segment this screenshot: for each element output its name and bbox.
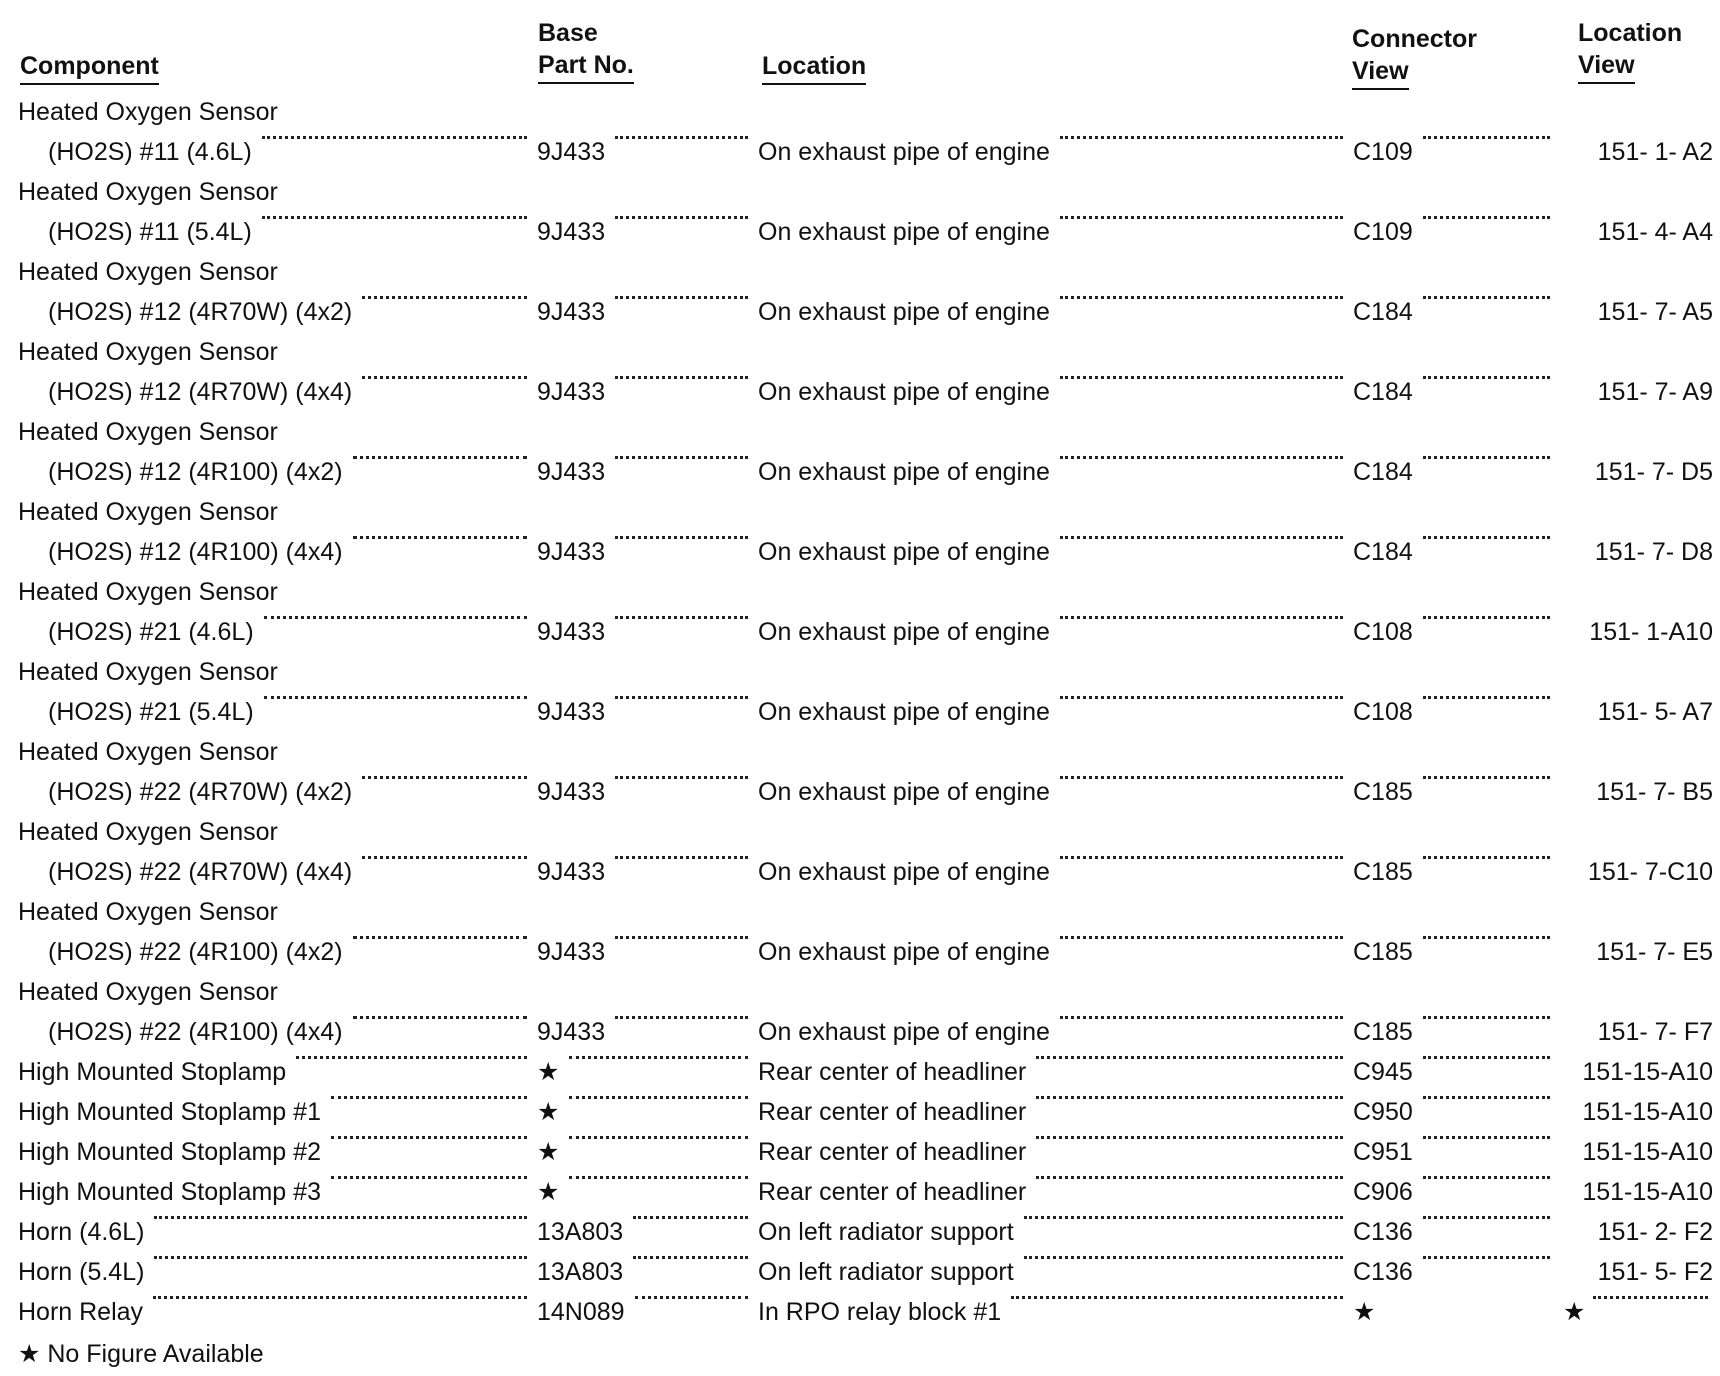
dot-leader (615, 1016, 748, 1019)
dot-leader (1060, 536, 1343, 539)
dot-leader (615, 616, 748, 619)
dot-leader (154, 1256, 527, 1259)
component-cell: (HO2S) #22 (4R100) (4x2) (48, 938, 343, 966)
component-title: Heated Oxygen Sensor (18, 98, 278, 126)
component-cell: High Mounted Stoplamp #2 (18, 1138, 321, 1166)
base-part-no-cell: 9J433 (537, 298, 606, 326)
table-row-title (0, 972, 1720, 1012)
location-view-cell: 151- 5- F2 (1597, 1258, 1713, 1286)
base-part-no-cell: ★ (537, 1138, 560, 1166)
dot-leader (1423, 296, 1550, 299)
location-cell: On left radiator support (758, 1258, 1014, 1286)
table-body (0, 92, 1720, 1332)
location-cell: On exhaust pipe of engine (758, 138, 1050, 166)
table-row-title (0, 332, 1720, 372)
component-title: Heated Oxygen Sensor (18, 178, 278, 206)
base-part-no-cell: ★ (537, 1178, 560, 1206)
dot-leader (633, 1216, 748, 1219)
dot-leader (1060, 776, 1343, 779)
component-title: Heated Oxygen Sensor (18, 818, 278, 846)
location-cell: On exhaust pipe of engine (758, 538, 1050, 566)
dot-leader (1036, 1136, 1343, 1139)
connector-view-cell: C184 (1353, 298, 1413, 326)
connector-view-cell: C108 (1353, 698, 1413, 726)
table-row (0, 292, 1720, 332)
dot-leader (1060, 376, 1343, 379)
table-row (0, 1212, 1720, 1252)
dot-leader (331, 1176, 527, 1179)
connector-view-cell: C136 (1353, 1218, 1413, 1246)
component-title: Heated Oxygen Sensor (18, 258, 278, 286)
connector-view-cell: C184 (1353, 458, 1413, 486)
component-cell: High Mounted Stoplamp #1 (18, 1098, 321, 1126)
location-view-cell: 151-15-A10 (1582, 1138, 1713, 1166)
dot-leader (1024, 1216, 1343, 1219)
base-part-no-cell: 9J433 (537, 938, 606, 966)
dot-leader (154, 1216, 527, 1219)
component-cell: (HO2S) #21 (4.6L) (48, 618, 254, 646)
dot-leader (1036, 1096, 1343, 1099)
dot-leader (262, 136, 527, 139)
dot-leader (264, 696, 527, 699)
component-cell: (HO2S) #22 (4R70W) (4x4) (48, 858, 353, 886)
dot-leader (1423, 1016, 1550, 1019)
connector-view-cell: C109 (1353, 218, 1413, 246)
dot-leader (353, 456, 527, 459)
location-view-cell: 151- 7-C10 (1587, 858, 1713, 886)
location-view-cell: 151-15-A10 (1582, 1098, 1713, 1126)
dot-leader (362, 776, 527, 779)
component-cell: Horn (5.4L) (18, 1258, 145, 1286)
dot-leader (615, 296, 748, 299)
location-view-cell: 151-15-A10 (1582, 1178, 1713, 1206)
base-part-no-cell: 13A803 (537, 1258, 624, 1286)
base-part-no-cell: 14N089 (537, 1298, 625, 1326)
footnote: ★ No Figure Available (18, 1340, 264, 1368)
location-view-cell: 151- 1-A10 (1589, 618, 1713, 646)
component-title: Heated Oxygen Sensor (18, 498, 278, 526)
base-part-no-cell: 9J433 (537, 538, 606, 566)
dot-leader (615, 856, 748, 859)
base-part-no-cell: 9J433 (537, 618, 606, 646)
location-cell: On exhaust pipe of engine (758, 1018, 1050, 1046)
dot-leader (1060, 296, 1343, 299)
location-view-cell: 151- 7- E5 (1596, 938, 1713, 966)
component-title: Heated Oxygen Sensor (18, 578, 278, 606)
dot-leader (353, 1016, 527, 1019)
component-cell: (HO2S) #12 (4R100) (4x4) (48, 538, 343, 566)
component-title: Heated Oxygen Sensor (18, 898, 278, 926)
location-cell: In RPO relay block #1 (758, 1298, 1002, 1326)
base-part-no-cell: 9J433 (537, 218, 606, 246)
dot-leader (262, 216, 527, 219)
base-part-no-cell: ★ (537, 1058, 560, 1086)
connector-view-cell: C184 (1353, 538, 1413, 566)
table-row-title (0, 252, 1720, 292)
table-row (0, 1172, 1720, 1212)
dot-leader (1423, 456, 1550, 459)
dot-leader (569, 1096, 748, 1099)
component-cell: (HO2S) #12 (4R100) (4x2) (48, 458, 343, 486)
dot-leader (362, 376, 527, 379)
base-part-no-cell: 9J433 (537, 1018, 606, 1046)
dot-leader (635, 1296, 748, 1299)
dot-leader (1060, 616, 1343, 619)
component-cell: (HO2S) #11 (5.4L) (48, 218, 252, 246)
location-cell: Rear center of headliner (758, 1098, 1027, 1126)
base-part-no-cell: 9J433 (537, 698, 606, 726)
component-cell: High Mounted Stoplamp #3 (18, 1178, 321, 1206)
dot-leader (353, 936, 527, 939)
dot-leader (1060, 456, 1343, 459)
component-cell: High Mounted Stoplamp (18, 1058, 287, 1086)
connector-view-cell: C185 (1353, 1018, 1413, 1046)
dot-leader (1060, 856, 1343, 859)
dot-leader (1423, 856, 1550, 859)
dot-leader (1423, 1176, 1550, 1179)
header-location-view: Location View (1578, 17, 1682, 84)
location-cell: On exhaust pipe of engine (758, 778, 1050, 806)
connector-view-cell: C108 (1353, 618, 1413, 646)
table-row (0, 212, 1720, 252)
base-part-no-cell: 9J433 (537, 138, 606, 166)
table-row (0, 852, 1720, 892)
table-row-title (0, 572, 1720, 612)
dot-leader (1423, 536, 1550, 539)
connector-view-cell: C136 (1353, 1258, 1413, 1286)
dot-leader (1060, 216, 1343, 219)
table-row-title (0, 892, 1720, 932)
dot-leader (1060, 696, 1343, 699)
table-row-title (0, 492, 1720, 532)
connector-view-cell: ★ (1353, 1298, 1376, 1326)
dot-leader (1423, 616, 1550, 619)
dot-leader (569, 1056, 748, 1059)
connector-view-cell: C185 (1353, 938, 1413, 966)
location-view-cell: 151- 7- F7 (1597, 1018, 1713, 1046)
dot-leader (569, 1136, 748, 1139)
component-cell: (HO2S) #22 (4R100) (4x4) (48, 1018, 343, 1046)
base-part-no-cell: 9J433 (537, 458, 606, 486)
component-cell: (HO2S) #21 (5.4L) (48, 698, 254, 726)
table-row-title (0, 92, 1720, 132)
dot-leader (1060, 136, 1343, 139)
location-view-cell: 151- 5- A7 (1597, 698, 1713, 726)
table-row (0, 532, 1720, 572)
location-cell: On exhaust pipe of engine (758, 618, 1050, 646)
dot-leader (615, 696, 748, 699)
header-connector-view: Connector View (1352, 23, 1477, 90)
dot-leader (1060, 1016, 1343, 1019)
location-view-cell: 151- 1- A2 (1597, 138, 1713, 166)
dot-leader (1024, 1256, 1343, 1259)
dot-leader (1423, 1256, 1550, 1259)
location-view-cell: 151- 7- A9 (1597, 378, 1713, 406)
component-title: Heated Oxygen Sensor (18, 978, 278, 1006)
dot-leader (615, 456, 748, 459)
location-cell: On exhaust pipe of engine (758, 858, 1050, 886)
location-cell: On left radiator support (758, 1218, 1014, 1246)
location-view-cell: 151- 2- F2 (1597, 1218, 1713, 1246)
dot-leader (1423, 376, 1550, 379)
dot-leader (615, 376, 748, 379)
location-view-cell: 151- 4- A4 (1597, 218, 1713, 246)
table-row-title (0, 812, 1720, 852)
dot-leader (153, 1296, 527, 1299)
table-row (0, 132, 1720, 172)
table-row (0, 1292, 1720, 1332)
location-cell: On exhaust pipe of engine (758, 698, 1050, 726)
location-view-cell: 151- 7- A5 (1597, 298, 1713, 326)
dot-leader (615, 776, 748, 779)
header-component: Component (20, 50, 159, 85)
dot-leader (1011, 1296, 1343, 1299)
dot-leader (569, 1176, 748, 1179)
component-title: Heated Oxygen Sensor (18, 338, 278, 366)
location-cell: On exhaust pipe of engine (758, 378, 1050, 406)
base-part-no-cell: 9J433 (537, 858, 606, 886)
dot-leader (1423, 776, 1550, 779)
connector-view-cell: C109 (1353, 138, 1413, 166)
connector-view-cell: C185 (1353, 858, 1413, 886)
dot-leader (1423, 1056, 1550, 1059)
location-cell: On exhaust pipe of engine (758, 298, 1050, 326)
base-part-no-cell: 9J433 (537, 378, 606, 406)
connector-view-cell: C906 (1353, 1178, 1413, 1206)
location-cell: Rear center of headliner (758, 1138, 1027, 1166)
header-location: Location (762, 50, 866, 85)
dot-leader (1036, 1056, 1343, 1059)
location-cell: On exhaust pipe of engine (758, 218, 1050, 246)
location-cell: Rear center of headliner (758, 1058, 1027, 1086)
dot-leader (1060, 936, 1343, 939)
dot-leader (331, 1136, 527, 1139)
connector-view-cell: C185 (1353, 778, 1413, 806)
dot-leader (633, 1256, 748, 1259)
connector-view-cell: C184 (1353, 378, 1413, 406)
dot-leader (1423, 1096, 1550, 1099)
component-cell: Horn Relay (18, 1298, 144, 1326)
component-cell: Horn (4.6L) (18, 1218, 145, 1246)
table-row (0, 1092, 1720, 1132)
location-cell: Rear center of headliner (758, 1178, 1027, 1206)
dot-leader (615, 936, 748, 939)
dot-leader (1423, 936, 1550, 939)
table-row (0, 772, 1720, 812)
dot-leader (615, 136, 748, 139)
dot-leader (615, 216, 748, 219)
dot-leader (264, 616, 527, 619)
table-row (0, 452, 1720, 492)
table-row (0, 372, 1720, 412)
table-row (0, 1132, 1720, 1172)
component-title: Heated Oxygen Sensor (18, 738, 278, 766)
table-row (0, 1012, 1720, 1052)
base-part-no-cell: 9J433 (537, 778, 606, 806)
connector-view-cell: C945 (1353, 1058, 1413, 1086)
dot-leader (1423, 136, 1550, 139)
header-base-part-no: Base Part No. (538, 17, 634, 84)
location-view-cell: 151- 7- D5 (1594, 458, 1713, 486)
table-row (0, 692, 1720, 732)
table-row (0, 932, 1720, 972)
table-row-title (0, 412, 1720, 452)
dot-leader (362, 296, 527, 299)
base-part-no-cell: 13A803 (537, 1218, 624, 1246)
dot-leader (1423, 1136, 1550, 1139)
table-row (0, 612, 1720, 652)
component-title: Heated Oxygen Sensor (18, 418, 278, 446)
table-row (0, 1252, 1720, 1292)
component-cell: (HO2S) #11 (4.6L) (48, 138, 252, 166)
dot-leader (353, 536, 527, 539)
dot-leader (362, 856, 527, 859)
connector-view-cell: C950 (1353, 1098, 1413, 1126)
table-row (0, 1052, 1720, 1092)
base-part-no-cell: ★ (537, 1098, 560, 1126)
component-cell: (HO2S) #12 (4R70W) (4x4) (48, 378, 353, 406)
location-view-cell: 151- 7- B5 (1596, 778, 1713, 806)
dot-leader (1036, 1176, 1343, 1179)
connector-view-cell: C951 (1353, 1138, 1413, 1166)
location-cell: On exhaust pipe of engine (758, 938, 1050, 966)
location-view-cell: 151- 7- D8 (1594, 538, 1713, 566)
component-cell: (HO2S) #22 (4R70W) (4x2) (48, 778, 353, 806)
dot-leader (615, 536, 748, 539)
component-cell: (HO2S) #12 (4R70W) (4x2) (48, 298, 353, 326)
table-row-title (0, 652, 1720, 692)
table-row-title (0, 172, 1720, 212)
dot-leader (1423, 1216, 1550, 1219)
dot-leader (1423, 696, 1550, 699)
location-cell: On exhaust pipe of engine (758, 458, 1050, 486)
component-title: Heated Oxygen Sensor (18, 658, 278, 686)
location-view-cell: 151-15-A10 (1582, 1058, 1713, 1086)
dot-leader (296, 1056, 527, 1059)
dot-leader (1423, 216, 1550, 219)
table-row-title (0, 732, 1720, 772)
dot-leader (331, 1096, 527, 1099)
location-view-cell: ★ (1563, 1298, 1586, 1326)
